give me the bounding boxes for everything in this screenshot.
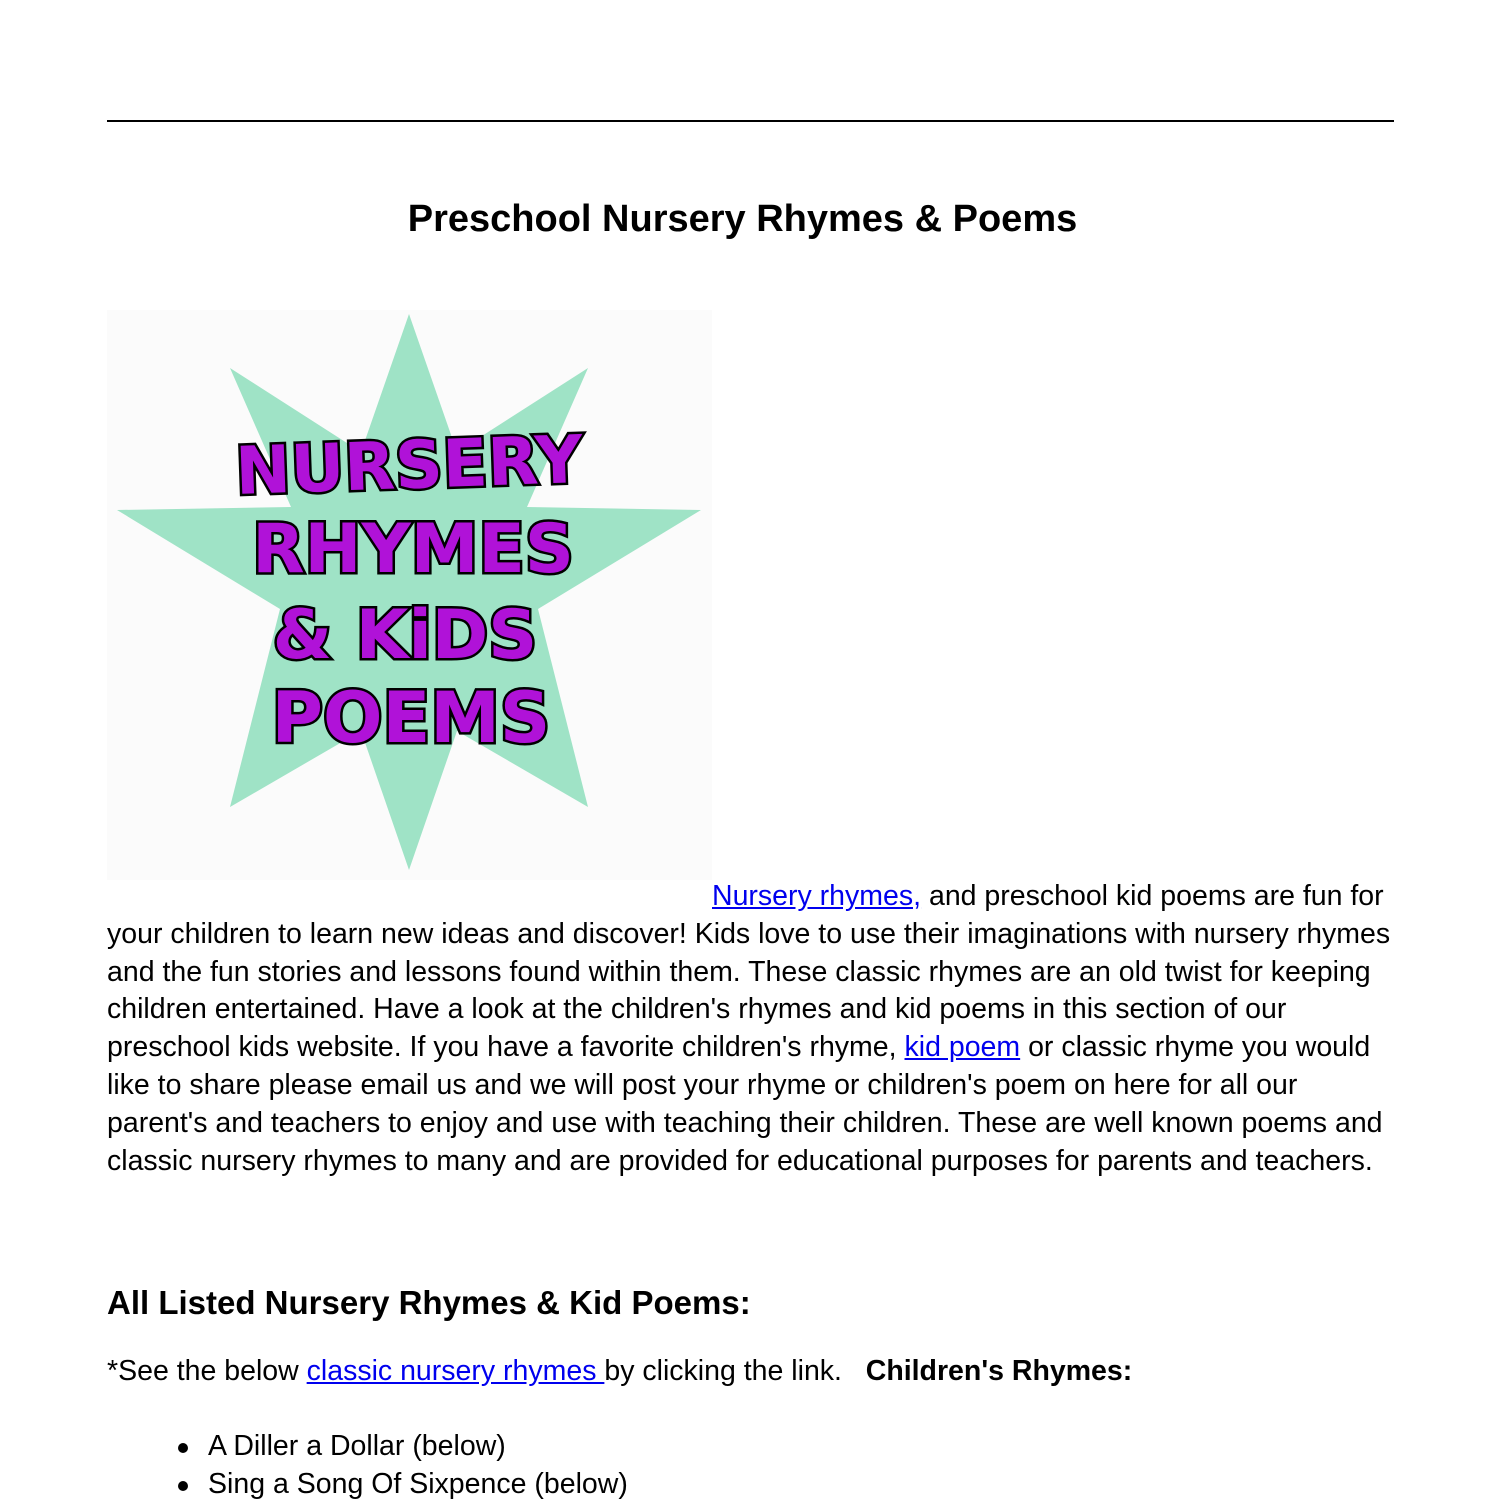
rhyme-title: Sing a Song Of Sixpence (below) — [208, 1468, 628, 1500]
list-item — [208, 1466, 628, 1503]
bullet-icon — [178, 1481, 188, 1491]
section-heading: All Listed Nursery Rhymes & Kid Poems: — [107, 1282, 751, 1324]
nursery-rhymes-banner-image — [107, 310, 712, 880]
classic-nursery-rhymes-link[interactable]: classic nursery rhymes — [307, 1355, 605, 1387]
top-divider — [107, 120, 1394, 122]
intro-text-part-1: and preschool kid poems are fun for your children to learn new ideas and discover! Kids love to use their imaginations with nursery rhymes and the fun stories and lessons found within them. These classic rhymes are an old twist for keeping children entertained. Have a look at the children's rhymes and kid poems in this section of our preschool kids website. If you have a favorite children's rhyme, — [107, 880, 1390, 1063]
nursery-rhymes-link[interactable]: Nursery rhymes, — [712, 880, 921, 912]
rhyme-title: A Diller a Dollar (below) — [208, 1430, 506, 1462]
intro-text-part-2: or classic rhyme you would like to share please email us and we will post your rhyme or children's poem on here for all our parent's and teachers to enjoy and use with teaching their children. These are well known poems and classic nursery rhymes to many and are provided for educational purposes for parents and teachers. — [107, 1031, 1383, 1176]
banner-text-line-1: NURSERY — [234, 421, 585, 510]
bullet-icon — [178, 1443, 188, 1453]
banner-text-line-2: RHYMES — [252, 510, 574, 589]
banner-text-line-3: & KiDS — [273, 596, 537, 675]
page-title: Preschool Nursery Rhymes & Poems — [0, 196, 1485, 242]
banner-text-line-4: POEMS — [272, 677, 551, 759]
intro-paragraph — [107, 878, 1397, 1180]
see-below-prefix: *See the below — [107, 1355, 307, 1387]
see-below-suffix: by clicking the link. — [604, 1355, 865, 1387]
star-burst-graphic — [107, 310, 712, 880]
kid-poem-link[interactable]: kid poem — [905, 1031, 1021, 1063]
list-item — [208, 1428, 628, 1466]
see-below-line — [107, 1352, 1132, 1390]
childrens-rhymes-label: Children's Rhymes: — [866, 1355, 1133, 1387]
star-shape — [117, 314, 701, 870]
rhyme-list — [107, 1428, 628, 1503]
